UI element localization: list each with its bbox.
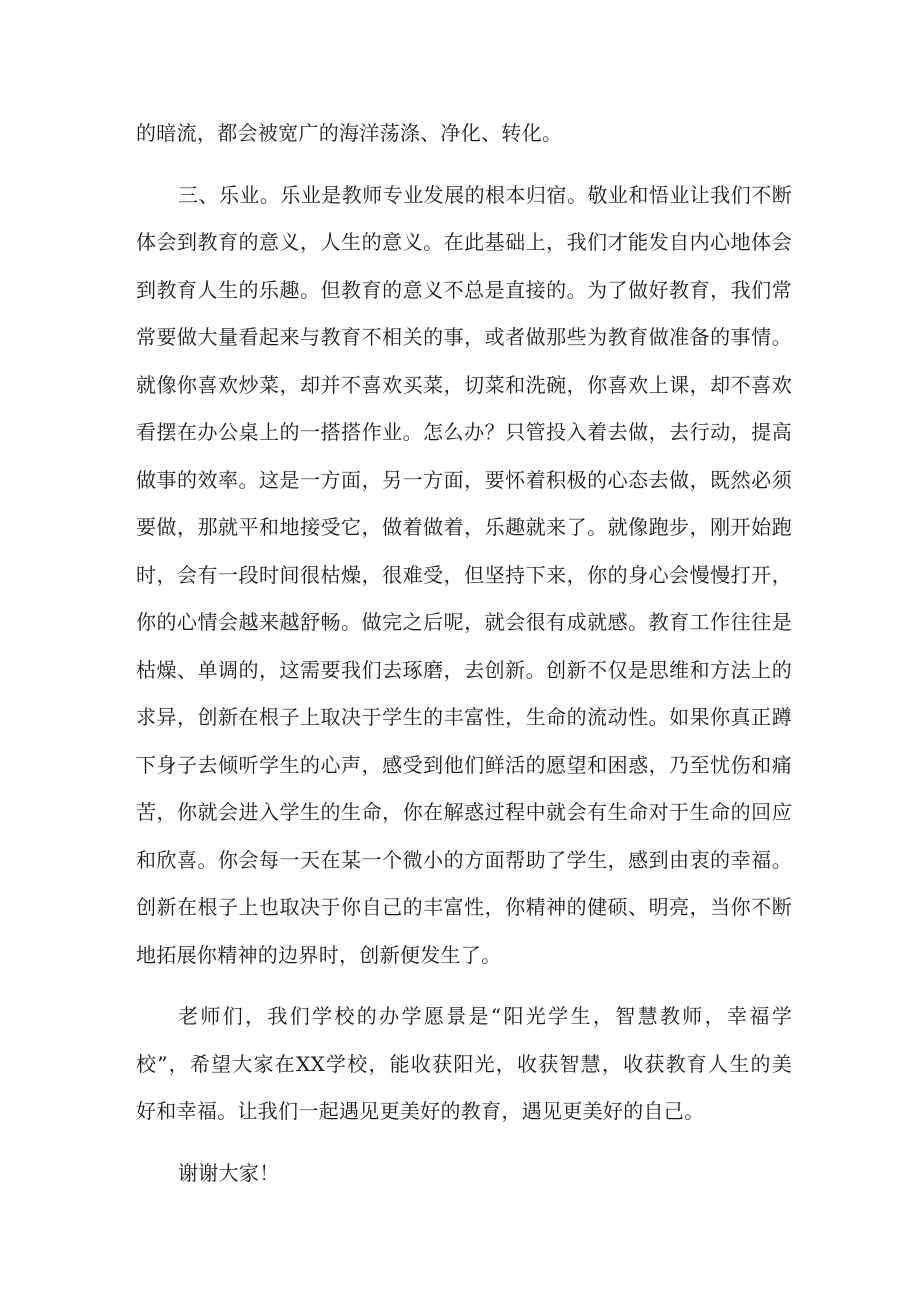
paragraph-vision	[136, 993, 792, 1136]
paragraph-section-three	[136, 172, 792, 980]
paragraph-closing	[136, 1150, 792, 1198]
text-line: 苦，你就会进入学生的生命，你在解惑过程中就会有生命对于生命的回应	[136, 800, 792, 824]
text-line: 就像你喜欢炒菜，却并不喜欢买菜，切菜和洗碗，你喜欢上课，却不喜欢	[136, 372, 792, 397]
text-line: 看摆在办公桌上的一搭搭作业。怎么办？只管投入着去做，去行动，提高	[136, 420, 792, 444]
text-line: 校”，希望大家在XX学校，能收获阳光，收获智慧，收获教育人生的美	[136, 1051, 792, 1076]
text-line: 到教育人生的乐趣。但教育的意义不总是直接的。为了做好教育，我们常	[136, 277, 792, 302]
paragraph-gap	[136, 1136, 792, 1150]
text-line: 的暗流，都会被宽广的海洋荡涤、净化、转化。	[136, 121, 563, 145]
text-line: 你的心情会越来越舒畅。做完之后呢，就会很有成就感。教育工作往往是	[136, 610, 792, 634]
paragraph-gap	[136, 158, 792, 172]
text-line: 体会到教育的意义，人生的意义。在此基础上，我们才能发自内心地体会	[136, 230, 792, 254]
text-line: 谢谢大家！	[178, 1160, 280, 1185]
text-line: 创新在根子上也取决于你自己的丰富性，你精神的健硕、明亮，当你不断	[136, 895, 792, 919]
text-line: 地拓展你精神的边界时，创新便发生了。	[136, 942, 502, 967]
text-line: 要做，那就平和地接受它，做着做着，乐趣就来了。就像跑步，刚开始跑	[136, 515, 792, 539]
text-line: 做事的效率。这是一方面，另一方面，要怀着积极的心态去做，既然必须	[136, 467, 792, 492]
text-line: 好和幸福。让我们一起遇见更美好的教育，遇见更美好的自己。	[136, 1099, 705, 1123]
text-line: 常要做大量看起来与教育不相关的事，或者做那些为教育做准备的事情。	[136, 325, 792, 349]
paragraph-gap	[136, 979, 792, 993]
paragraph-continuation	[136, 110, 792, 158]
text-line: 老师们，我们学校的办学愿景是“阳光学生，智慧教师，幸福学	[178, 1004, 792, 1028]
text-line: 时，会有一段时间很枯燥，很难受，但坚持下来，你的身心会慢慢打开，	[136, 562, 792, 587]
text-line: 三、乐业。乐业是教师专业发展的根本归宿。敬业和悟业让我们不断	[178, 182, 792, 207]
text-line: 求异，创新在根子上取决于学生的丰富性，生命的流动性。如果你真正蹲	[136, 705, 792, 729]
text-line: 枯燥、单调的，这需要我们去琢磨，去创新。创新不仅是思维和方法上的	[136, 657, 792, 682]
document-body	[136, 110, 792, 1197]
text-line: 下身子去倾听学生的心声，感受到他们鲜活的愿望和困惑，乃至忧伤和痛	[136, 752, 792, 777]
text-line: 和欣喜。你会每一天在某一个微小的方面帮助了学生，感到由衷的幸福。	[136, 847, 792, 872]
